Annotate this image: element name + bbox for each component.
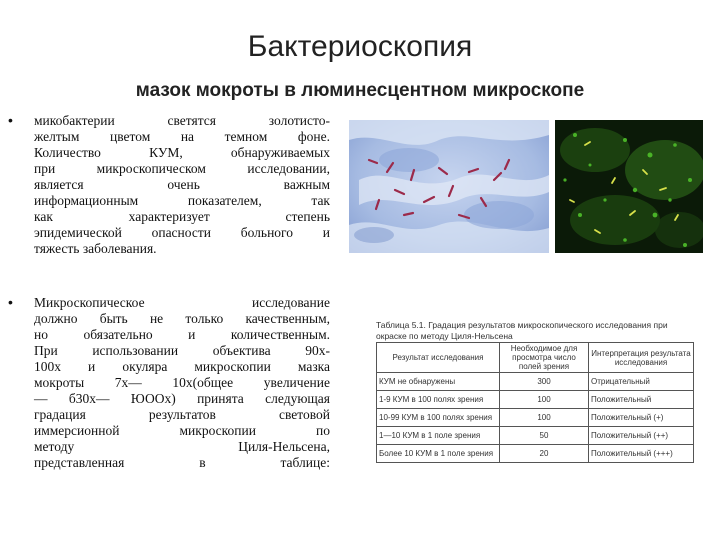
table-caption-line: окраске по методу Циля-Нельсена [376,331,513,341]
table-cell: Положительный (++) [589,427,694,445]
paragraph-1-line: Количество КУМ, обнаруживаемых [34,145,330,160]
gradation-table-block [376,320,696,463]
paragraph-2-line: иммерсионной микроскопии по [34,423,330,438]
table-cell: 50 [500,427,589,445]
table-cell: 20 [500,445,589,463]
bullet-marker-1: • [8,112,13,128]
fluorescent-microscopy-graphic [555,120,703,253]
table-cell: Положительный (+) [589,409,694,427]
sputum-smear-graphic [349,120,549,253]
slide-subtitle: мазок мокроты в люминесцентном микроскопе [135,80,585,101]
table-row [377,427,694,445]
table-cell: КУМ не обнаружены [377,373,500,391]
paragraph-1-line: тяжесть заболевания. [34,241,157,256]
slide-title: Бактериоскопия [247,30,473,63]
paragraph-1-line: как характеризует степень [34,209,330,224]
table-cell: 1-9 КУМ в 100 полях зрения [377,391,500,409]
table-cell: 100 [500,391,589,409]
table-header-row [377,343,694,373]
table-cell: Более 10 КУМ в 1 поле зрения [377,445,500,463]
paragraph-1-line: информационным показателем, так [34,193,330,208]
table-caption-line: Таблица 5.1. Градация результатов микроскопического исследования при [376,320,668,330]
paragraph-1 [34,113,330,257]
table-header-cell: Результат исследования [377,343,500,373]
table-header-cell: Интерпретация результата исследования [589,343,694,373]
paragraph-1-line: микобактерии светятся золотисто- [34,113,330,128]
paragraph-2-line: градация результатов световой [34,407,330,422]
table-row [377,373,694,391]
table-cell: Положительный (+++) [589,445,694,463]
paragraph-1-line: желтым цветом на темном фоне. [34,129,330,144]
paragraph-2-line: — б30х— ЮООх) принята следующая [34,391,330,406]
paragraph-2-line: 100х и окуляра микроскопии мазка [34,359,330,374]
paragraph-2-line: методу Циля-Нельсена, [34,439,330,454]
paragraph-2-line: При использовании объектива 90х- [34,343,330,358]
paragraph-1-line: при микроскопическом исследовании, [34,161,330,176]
table-row [377,445,694,463]
table-header-cell: Необходимое для просмотра число полей зрения [500,343,589,373]
table-cell: Положительный [589,391,694,409]
table-cell: 10-99 КУМ в 100 полях зрения [377,409,500,427]
table-cell: 300 [500,373,589,391]
bullet-marker-2: • [8,294,13,310]
table-cell: Отрицательный [589,373,694,391]
fluorescent-microscopy-image [555,120,703,253]
paragraph-2-line: представленная в таблице: [34,455,330,470]
sputum-smear-image [349,120,549,253]
table-cell: 100 [500,409,589,427]
table-caption [376,320,696,342]
paragraph-2-line: должно быть не только качественным, [34,311,330,326]
paragraph-1-line: является очень важным [34,177,330,192]
table-row [377,409,694,427]
paragraph-2-line: мокроты 7х— 10х(общее увеличение [34,375,330,390]
gradation-table [376,342,694,463]
paragraph-2 [34,295,330,471]
paragraph-2-line: но обязательно и количественным. [34,327,330,342]
paragraph-1-line: эпидемической опасности больного и [34,225,330,240]
table-row [377,391,694,409]
table-cell: 1—10 КУМ в 1 поле зрения [377,427,500,445]
paragraph-2-line: Микроскопическое исследование [34,295,330,310]
